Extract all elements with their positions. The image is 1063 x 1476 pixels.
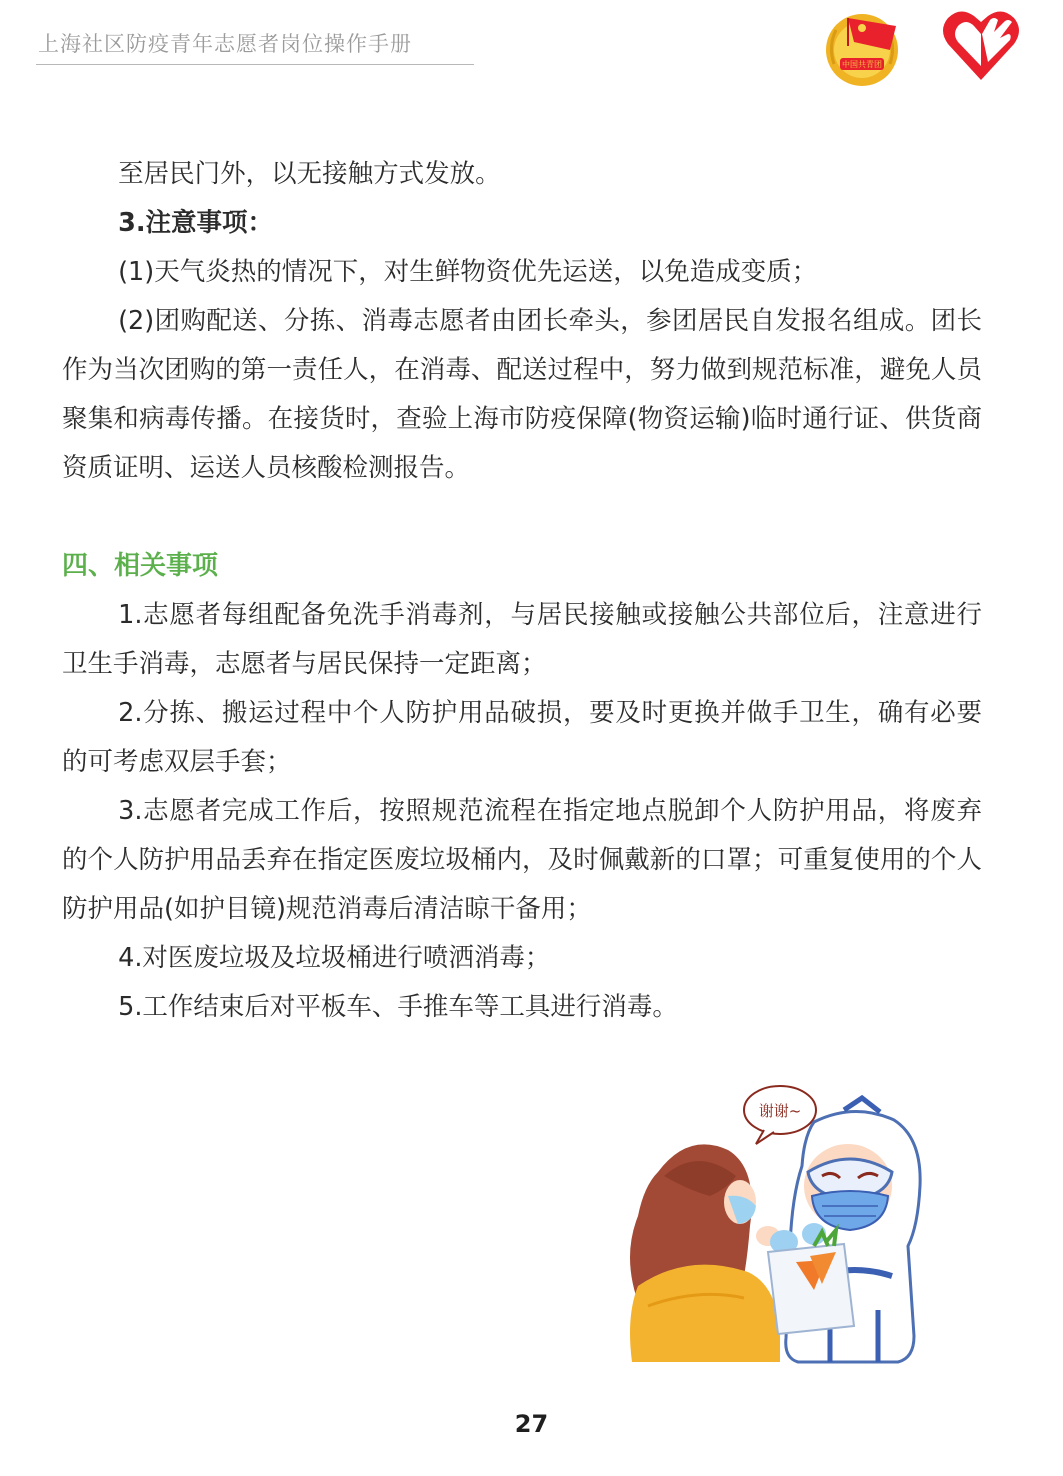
related-item-3: 3.志愿者完成工作后，按照规范流程在指定地点脱卸个人防护用品，将废弃的个人防护用品丢弃在指定医废垃圾桶内，及时佩戴新的口罩；可重复使用的个人防护用品(如护目镜)规范消毒后清洁晾干备用；: [62, 796, 982, 924]
communist-youth-league-emblem-icon: [818, 6, 906, 90]
emblem-caption: 中国共青团: [842, 60, 882, 69]
volunteer-delivering-goods-illustration: [618, 1076, 934, 1364]
paragraph-continuation: 至居民门外，以无接触方式发放。: [118, 159, 501, 189]
volunteer-heart-hand-logo-icon: [938, 4, 1024, 86]
related-item-1: 1.志愿者每组配备免洗手消毒剂，与居民接触或接触公共部位后，注意进行卫生手消毒，志愿者与居民保持一定距离；: [62, 600, 982, 679]
speech-bubble-text: 谢谢~: [758, 1102, 802, 1120]
note-item-1: (1)天气炎热的情况下，对生鲜物资优先运送，以免造成变质；: [118, 257, 818, 287]
manual-title: 上海社区防疫青年志愿者岗位操作手册: [38, 32, 412, 56]
page-content: [62, 150, 982, 1032]
section-heading-related-matters: 四、相关事项: [62, 551, 219, 581]
page-number: 27: [514, 1410, 549, 1438]
related-item-4: 4.对医废垃圾及垃圾桶进行喷洒消毒；: [118, 943, 551, 973]
related-item-5: 5.工作结束后对平板车、手推车等工具进行消毒。: [118, 992, 678, 1022]
header-divider: [36, 64, 474, 65]
note-item-2: (2)团购配送、分拣、消毒志愿者由团长牵头，参团居民自发报名组成。团长作为当次团购的第一责任人，在消毒、配送过程中，努力做到规范标准，避免人员聚集和病毒传播。在接货时，查验上海市防疫保障(物资运输)临时通行证、供货商资质证明、运送人员核酸检测报告。: [62, 306, 982, 483]
notes-subheading: 3.注意事项：: [118, 208, 274, 238]
related-item-2: 2.分拣、搬运过程中个人防护用品破损，要及时更换并做手卫生，确有必要的可考虑双层手套；: [62, 698, 982, 777]
